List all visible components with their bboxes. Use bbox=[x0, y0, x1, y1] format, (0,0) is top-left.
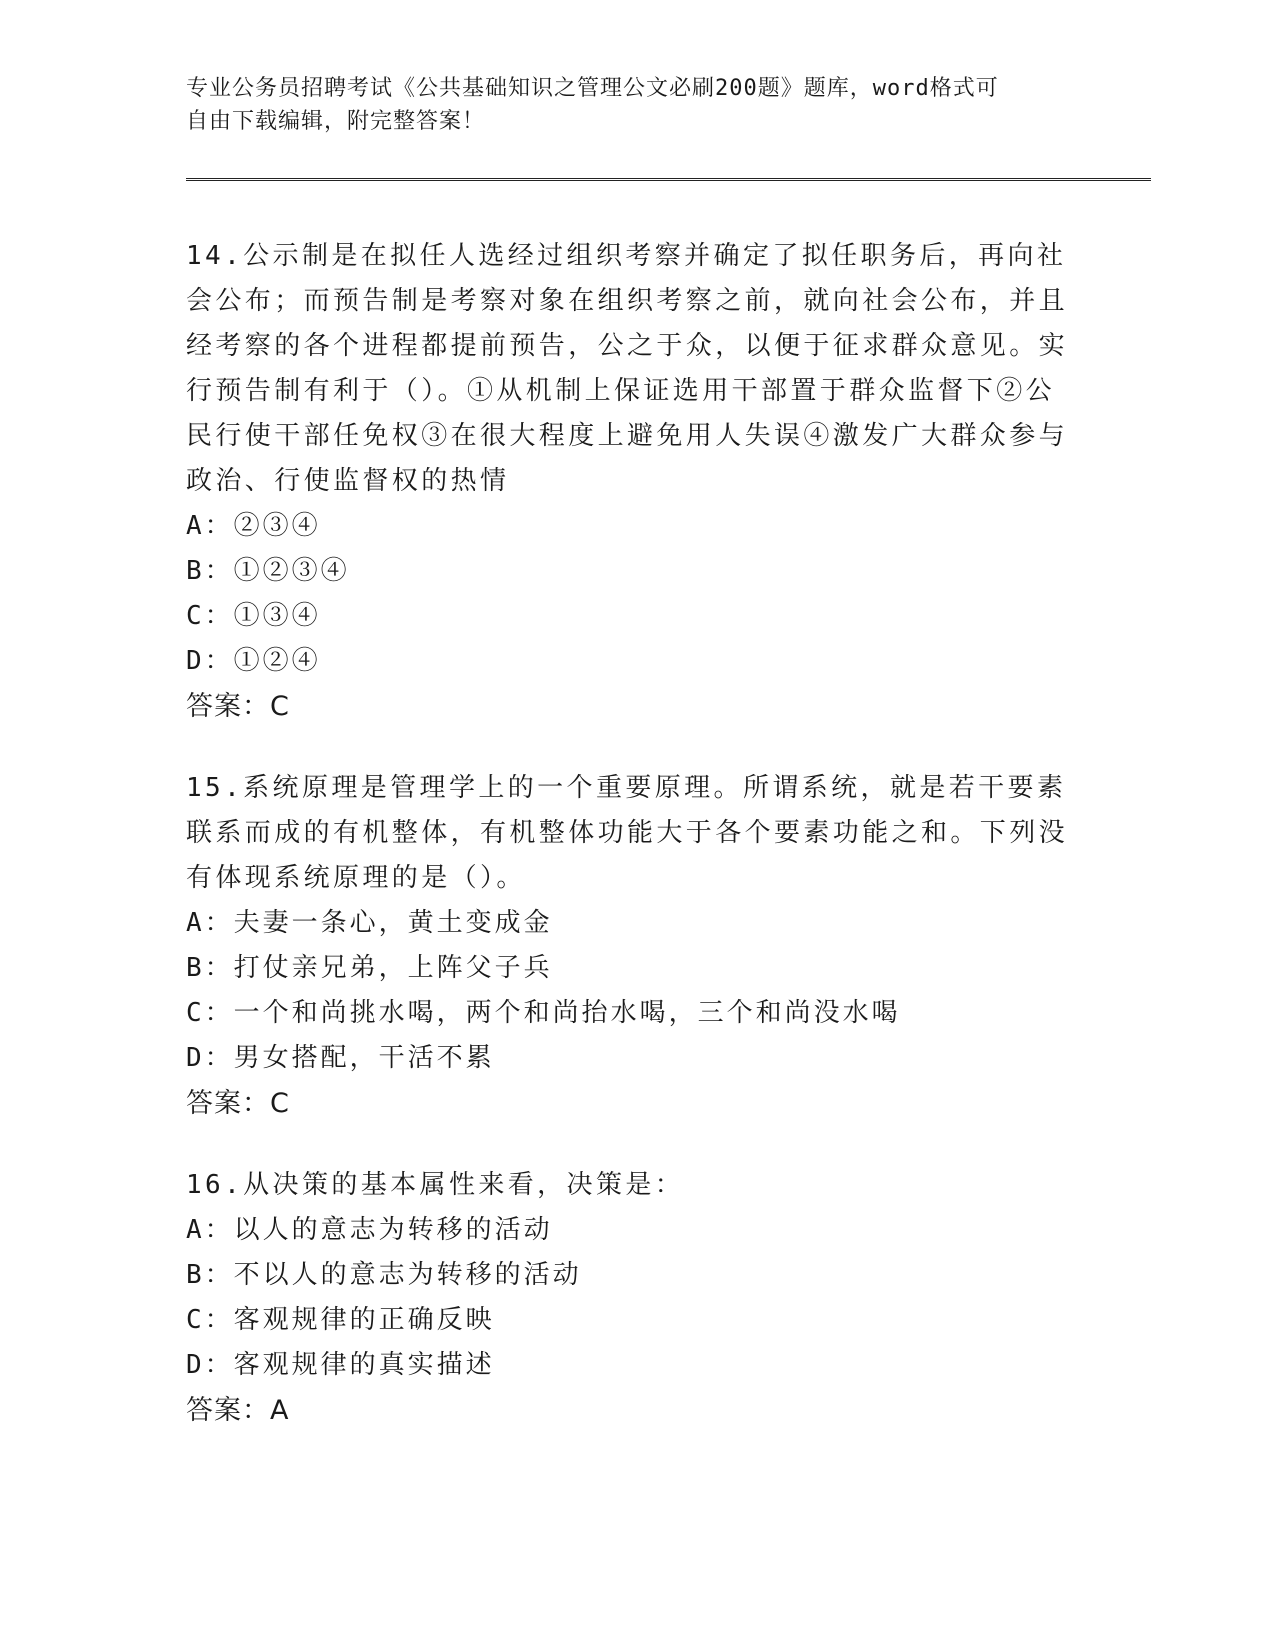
option-a: A：以人的意志为转移的活动 bbox=[186, 1215, 553, 1245]
option-d: D：男女搭配，干活不累 bbox=[186, 1043, 495, 1073]
option-d: D：①②④ bbox=[186, 646, 321, 676]
question-15 bbox=[186, 766, 1076, 1127]
option-b: B：打仗亲兄弟，上阵父子兵 bbox=[186, 953, 553, 983]
question-list bbox=[186, 234, 1076, 1470]
header-divider bbox=[186, 178, 1151, 181]
question-14 bbox=[186, 234, 1076, 730]
answer-line: 答案：C bbox=[186, 691, 290, 722]
header-line-2: 自由下载编辑，附完整答案！ bbox=[186, 109, 486, 134]
option-d: D：客观规律的真实描述 bbox=[186, 1350, 495, 1380]
option-c: C：①③④ bbox=[186, 601, 321, 631]
option-c: C：客观规律的正确反映 bbox=[186, 1305, 495, 1335]
question-16 bbox=[186, 1163, 1076, 1434]
question-text: 14.公示制是在拟任人选经过组织考察并确定了拟任职务后，再向社会公布；而预告制是考察对象在组织考察之前，就向社会公布，并且经考察的各个进程都提前预告，公之于众，以便于征求群众意见。实行预告制有利于（）。①从机制上保证选用干部置于群众监督下②公民行使干部任免权③在很大程度上避免用人失误④激发广大群众参与政治、行使监督权的热情 bbox=[186, 241, 1069, 496]
option-b: B：①②③④ bbox=[186, 556, 350, 586]
question-text: 16.从决策的基本属性来看，决策是： bbox=[186, 1170, 685, 1200]
answer-line: 答案：A bbox=[186, 1395, 290, 1426]
question-text: 15.系统原理是管理学上的一个重要原理。所谓系统，就是若干要素联系而成的有机整体，有机整体功能大于各个要素功能之和。下列没有体现系统原理的是（）。 bbox=[186, 773, 1069, 893]
option-b: B：不以人的意志为转移的活动 bbox=[186, 1260, 582, 1290]
answer-line: 答案：C bbox=[186, 1088, 290, 1119]
option-a: A：②③④ bbox=[186, 511, 321, 541]
document-header bbox=[186, 72, 1066, 138]
option-c: C：一个和尚挑水喝，两个和尚抬水喝，三个和尚没水喝 bbox=[186, 998, 901, 1028]
option-a: A：夫妻一条心，黄土变成金 bbox=[186, 908, 553, 938]
header-line-1: 专业公务员招聘考试《公共基础知识之管理公文必刷200题》题库，word格式可 bbox=[186, 76, 999, 101]
